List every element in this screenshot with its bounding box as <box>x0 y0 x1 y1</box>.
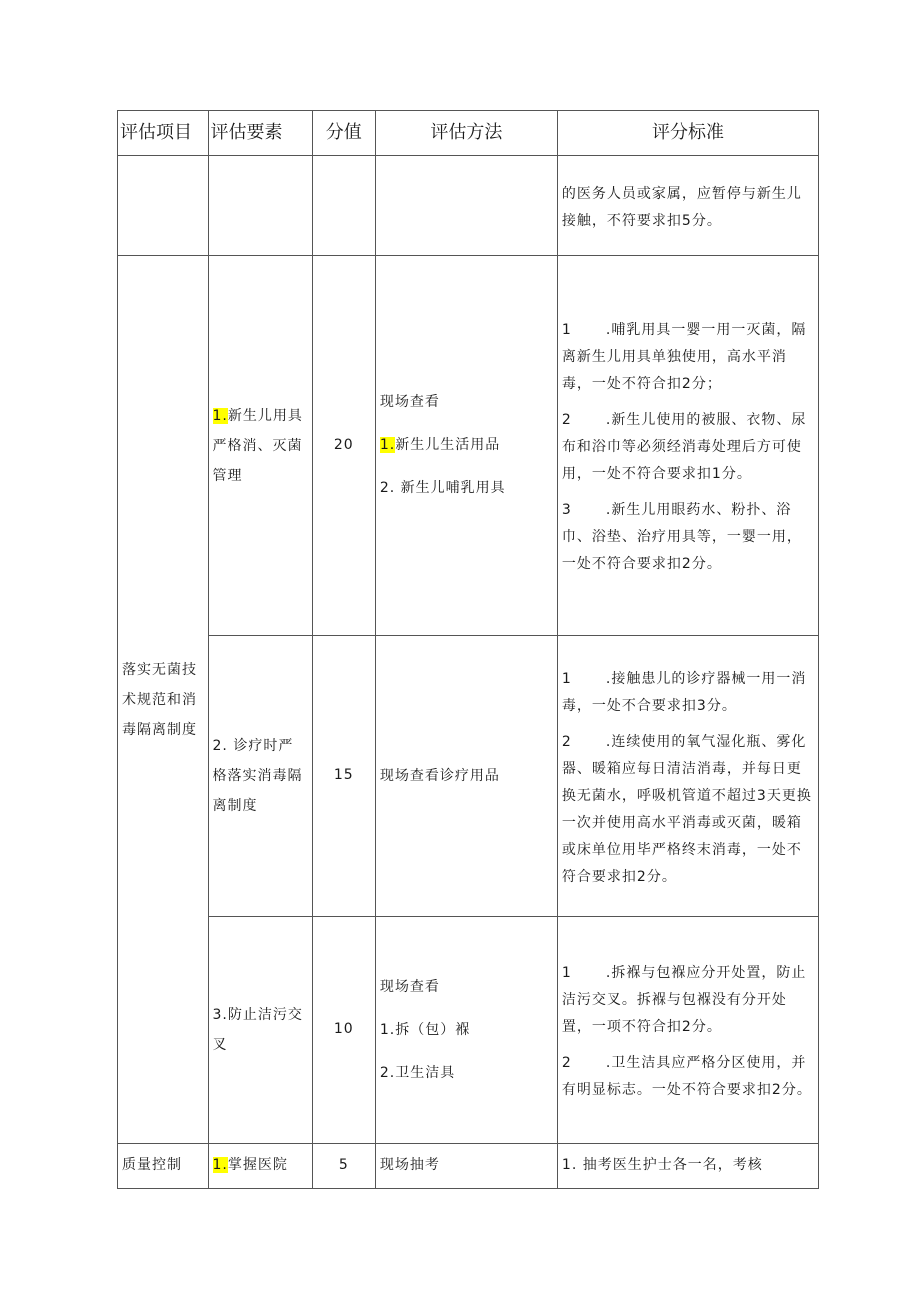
cell-standard <box>557 917 818 1144</box>
standard-text: 的医务人员或家属，应暂停与新生儿接触，不符要求扣5分。 <box>561 185 802 229</box>
table-row <box>118 256 819 636</box>
standard-text: .哺乳用具一婴一用一灭菌，隔离新生儿用具单独使用，高水平消毒，一处不符合扣2分； <box>561 322 807 392</box>
cell-standard: 1. 抽考医生护士各一名，考核 <box>557 1144 818 1189</box>
element-number: 1. <box>212 407 228 424</box>
standard-number: 2 <box>561 733 571 750</box>
cell-standard <box>557 256 818 636</box>
header-score: 分值 <box>312 111 375 156</box>
cell-method <box>375 636 557 917</box>
standard-number: 2 <box>561 412 571 428</box>
standard-text: .接触患儿的诊疗器械一用一消毒，一处不合要求扣3分。 <box>561 670 807 714</box>
cell-method: 现场抽考 <box>375 1144 557 1189</box>
standard-item <box>562 729 814 891</box>
cell-standard <box>557 636 818 917</box>
standard-item <box>562 317 814 398</box>
standard-item <box>562 960 814 1041</box>
element-text: 新生儿用具严格消、灭菌管理 <box>212 407 303 484</box>
method-number: 1. <box>379 437 396 453</box>
cell-element-empty <box>208 156 312 256</box>
header-item: 评估项目 <box>118 111 209 156</box>
cell-method <box>375 917 557 1144</box>
header-standard: 评分标准 <box>557 111 818 156</box>
method-line <box>380 424 553 467</box>
cell-item <box>118 256 209 1144</box>
standard-text: .拆褓与包褓应分开处置，防止洁污交叉。拆褓与包褓没有分开处置，一项不符合扣2分。 <box>561 965 807 1035</box>
element-number: 1. <box>212 1157 228 1174</box>
standard-item <box>562 497 814 578</box>
standard-number: 1 <box>561 965 571 981</box>
cell-score: 15 <box>312 636 375 917</box>
method-line: 现场查看诊疗用品 <box>379 767 500 784</box>
cell-standard-continued <box>557 156 818 256</box>
cell-method <box>375 256 557 636</box>
table-row <box>118 636 819 917</box>
cell-score: 10 <box>312 917 375 1144</box>
cell-score: 20 <box>312 256 375 636</box>
table-row <box>118 917 819 1144</box>
evaluation-table <box>117 110 819 1189</box>
method-line: 1.拆（包）褓 <box>379 1021 471 1038</box>
cell-element <box>208 256 312 636</box>
standard-text: .新生儿用眼药水、粉扑、浴巾、浴垫、治疗用具等，一婴一用，一处不符合要求扣2分。 <box>561 502 802 572</box>
header-method: 评估方法 <box>375 111 557 156</box>
element-text: 2. 诊疗时严格落实消毒隔离制度 <box>212 738 303 814</box>
cell-score: 5 <box>312 1144 375 1189</box>
header-element: 评估要素 <box>208 111 312 156</box>
standard-number: 2 <box>561 1055 571 1071</box>
standard-text: .连续使用的氧气湿化瓶、雾化器、暖箱应每日清洁消毒，并每日更换无菌水，呼吸机管道不超过3天更换一次并使用高水平消毒或灭菌，暖箱或床单位用毕严格终末消毒，一处不符合要求扣2分。 <box>561 733 812 885</box>
cell-item: 质量控制 <box>118 1144 209 1189</box>
method-line: 现场查看 <box>379 978 440 995</box>
standard-number: 1 <box>561 670 571 687</box>
item-label: 落实无菌技术规范和消毒隔离制度 <box>122 661 197 738</box>
cell-element <box>208 636 312 917</box>
method-line: 现场查看 <box>379 394 440 410</box>
header-row <box>118 111 819 156</box>
standard-item <box>562 407 814 488</box>
standard-text: .卫生洁具应严格分区使用，并有明显标志。一处不符合要求扣2分。 <box>561 1055 812 1098</box>
element-text: 掌握医院 <box>227 1157 288 1174</box>
standard-text: .新生儿使用的被服、衣物、尿布和浴巾等必须经消毒处理后方可使用，一处不符合要求扣1分。 <box>561 412 807 482</box>
cell-element <box>208 917 312 1144</box>
table-row-continued <box>118 156 819 256</box>
element-text: 3.防止洁污交叉 <box>212 1007 303 1053</box>
standard-number: 1 <box>561 322 571 338</box>
cell-score-empty <box>312 156 375 256</box>
cell-item-empty <box>118 156 209 256</box>
method-text: 新生儿生活用品 <box>395 437 501 453</box>
table-row <box>118 1144 819 1189</box>
cell-method-empty <box>375 156 557 256</box>
standard-number: 3 <box>561 502 571 518</box>
standard-item <box>562 1050 814 1104</box>
method-line: 2. 新生儿哺乳用具 <box>379 480 506 496</box>
method-line: 2.卫生洁具 <box>379 1064 456 1081</box>
standard-item <box>562 666 814 720</box>
cell-element <box>208 1144 312 1189</box>
